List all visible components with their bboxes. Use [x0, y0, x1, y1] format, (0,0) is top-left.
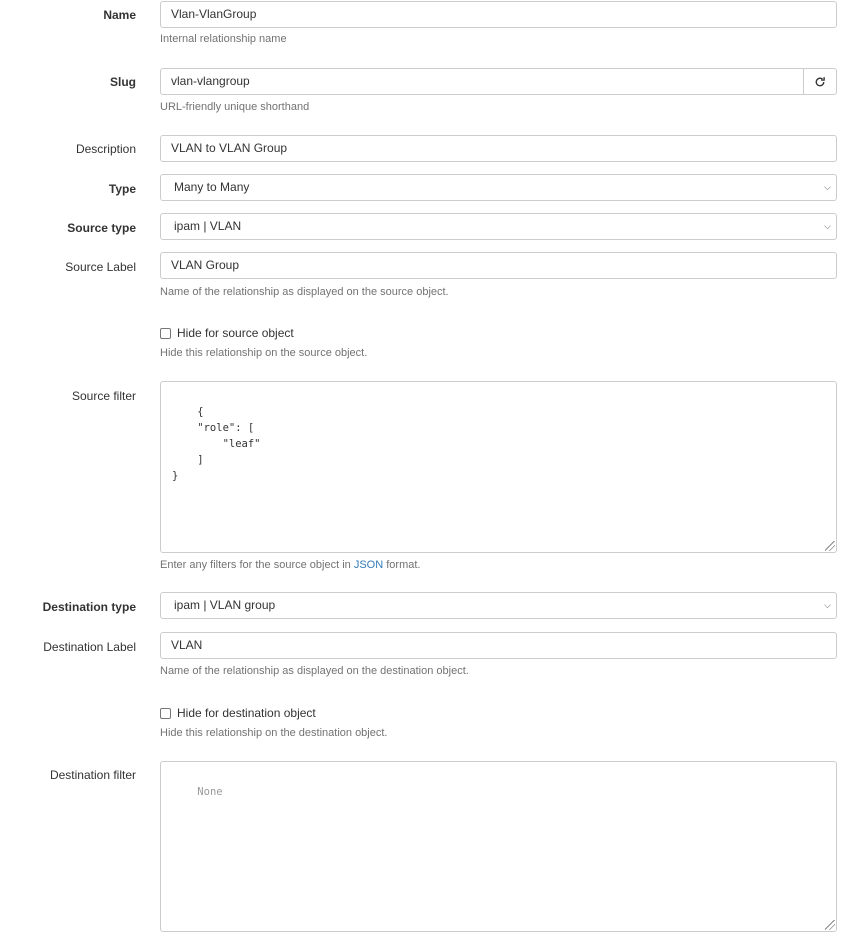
type-select[interactable] — [160, 174, 837, 201]
source-filter-textarea[interactable] — [160, 381, 837, 553]
name-input[interactable]: Vlan-VlanGroup — [160, 1, 837, 28]
destination-filter-placeholder: None — [197, 786, 223, 798]
destination-hidden-help: Hide this relationship on the destination object. — [160, 727, 388, 739]
source-type-select-value: ipam | VLAN — [174, 219, 242, 233]
resize-handle-icon[interactable] — [825, 541, 835, 551]
type-select-value: Many to Many — [174, 180, 250, 194]
name-help: Internal relationship name — [160, 33, 287, 45]
refresh-icon — [814, 76, 826, 88]
chevron-down-icon: ⌵ — [824, 182, 831, 192]
chevron-down-icon: ⌵ — [824, 221, 831, 231]
chevron-down-icon: ⌵ — [824, 600, 831, 610]
destination-label-help: Name of the relationship as displayed on the destination object. — [160, 665, 469, 677]
destination-hidden-checkbox[interactable] — [160, 708, 171, 719]
destination-label-label: Destination Label — [43, 640, 136, 654]
source-filter-value: { "role": [ "leaf" ] } — [172, 406, 261, 482]
slug-label: Slug — [110, 75, 136, 89]
destination-filter-label: Destination filter — [49, 768, 136, 782]
source-hidden-help: Hide this relationship on the source object. — [160, 347, 368, 359]
source-label-label: Source Label — [65, 260, 136, 274]
resize-handle-icon[interactable] — [825, 920, 835, 930]
destination-type-select-value: ipam | VLAN group — [174, 598, 276, 612]
source-filter-help-suffix: format. — [383, 559, 421, 571]
source-type-select[interactable] — [160, 213, 837, 240]
source-hidden-checkbox[interactable] — [160, 328, 171, 339]
source-type-label: Source type — [67, 221, 136, 235]
regenerate-slug-button[interactable] — [803, 68, 837, 95]
destination-type-label: Destination type — [42, 600, 136, 614]
destination-hidden-label[interactable]: Hide for destination object — [177, 706, 316, 720]
source-filter-label: Source filter — [71, 389, 136, 403]
source-filter-help — [160, 559, 420, 571]
destination-type-select[interactable] — [160, 592, 837, 619]
description-input[interactable]: VLAN to VLAN Group — [160, 135, 837, 162]
source-hidden-label[interactable]: Hide for source object — [177, 326, 294, 340]
type-label: Type — [108, 182, 136, 196]
json-link[interactable]: JSON — [353, 559, 384, 571]
destination-filter-textarea[interactable] — [160, 761, 837, 932]
destination-label-input[interactable]: VLAN — [160, 632, 837, 659]
slug-help: URL-friendly unique shorthand — [160, 101, 310, 113]
slug-input[interactable]: vlan-vlangroup — [160, 68, 804, 95]
source-filter-help-prefix: Enter any filters for the source object in — [160, 559, 354, 571]
source-label-help: Name of the relationship as displayed on the source object. — [160, 286, 449, 298]
description-label: Description — [75, 142, 136, 156]
name-label: Name — [103, 8, 136, 22]
source-label-input[interactable]: VLAN Group — [160, 252, 837, 279]
